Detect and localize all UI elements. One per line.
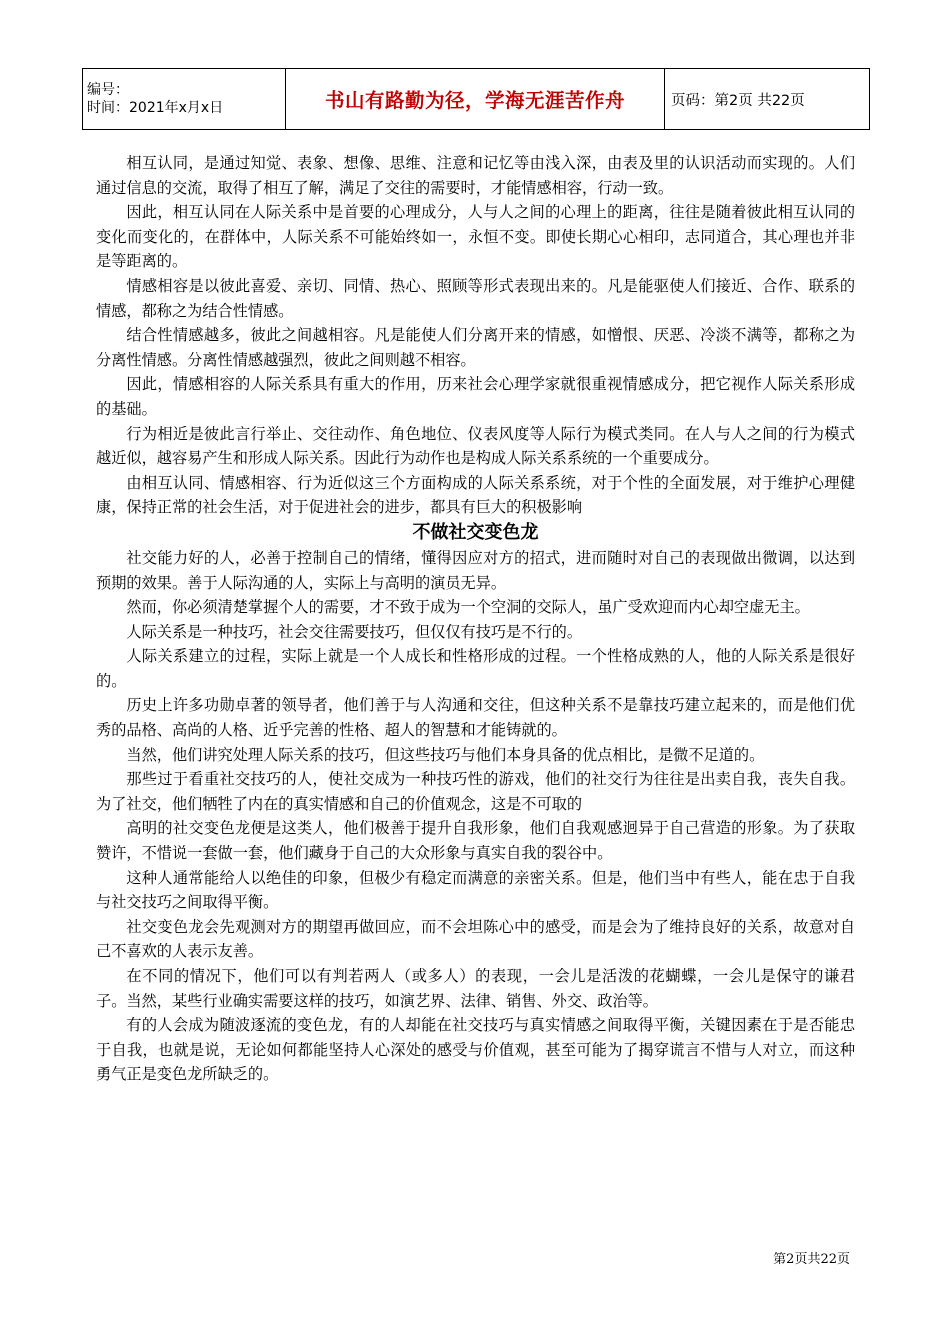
paragraph: 那些过于看重社交技巧的人，使社交成为一种技巧性的游戏，他们的社交行为往往是出卖自我，丧失自我。为了社交，他们牺牲了内在的真实情感和自己的价值观念，这是不可取的 — [96, 770, 855, 813]
paragraph: 相互认同，是通过知觉、表象、想像、思维、注意和记忆等由浅入深，由表及里的认识活动而实现的。人们通过信息的交流，取得了相互了解，满足了交往的需要时，才能情感相容，行动一致。 — [96, 154, 855, 197]
paragraph: 人际关系建立的过程，实际上就是一个人成长和性格形成的过程。一个性格成熟的人，他的人际关系是很好的。 — [96, 647, 855, 690]
paragraph: 因此，相互认同在人际关系中是首要的心理成分，人与人之间的心理上的距离，往往是随着彼此相互认同的变化而变化的，在群体中，人际关系不可能始终如一，永恒不变。即使长期心心相印，志同道合，其心理也并非是等距离的。 — [96, 203, 855, 271]
header-page-label: 页码：第2页 共22页 — [665, 69, 870, 130]
paragraph: 情感相容是以彼此喜爱、亲切、同情、热心、照顾等形式表现出来的。凡是能驱使人们接近、合作、联系的情感，都称之为结合性情感。 — [96, 276, 855, 320]
header-motto: 书山有路勤为径，学海无涯苦作舟 — [286, 69, 665, 130]
document-body — [96, 151, 855, 1087]
paragraph: 社交变色龙会先观测对方的期望再做回应，而不会坦陈心中的感受，而是会为了维持良好的关系，故意对自己不喜欢的人表示友善。 — [96, 917, 855, 961]
paragraph: 然而，你必须清楚掌握个人的需要，才不致于成为一个空洞的交际人，虽广受欢迎而内心却空虚无主。 — [126, 598, 810, 617]
paragraph: 高明的社交变色龙便是这类人，他们极善于提升自我形象，他们自我观感迥异于自己营造的形象。为了获取赞许，不惜说一套做一套，他们藏身于自己的大众形象与真实自我的裂谷中。 — [96, 819, 855, 863]
document-time-label: 时间：2021年x月x日 — [87, 100, 224, 116]
paragraph: 历史上许多功勋卓著的领导者，他们善于与人沟通和交往，但这种关系不是靠技巧建立起来的，而是他们优秀的品格、高尚的人格、近乎完善的性格、超人的智慧和才能铸就的。 — [96, 696, 855, 740]
paragraph: 有的人会成为随波逐流的变色龙，有的人却能在社交技巧与真实情感之间取得平衡，关键因素在于是否能忠于自我，也就是说，无论如何都能坚持人心深处的感受与价值观，甚至可能为了揭穿谎言不惜与人对立，而这种勇气正是变色龙所缺乏的。 — [96, 1016, 855, 1084]
footer-page-indicator: 第2页共22页 — [773, 1252, 850, 1267]
paragraph: 行为相近是彼此言行举止、交往动作、角色地位、仪表风度等人际行为模式类同。在人与人之间的行为模式越近似，越容易产生和形成人际关系。因此行为动作也是构成人际关系系统的一个重要成分。 — [96, 424, 855, 468]
paragraph: 人际关系是一种技巧，社会交往需要技巧，但仅仅有技巧是不行的。 — [126, 622, 583, 641]
header-meta-cell — [83, 69, 286, 130]
paragraph: 因此，情感相容的人际关系具有重大的作用，历来社会心理学家就很重视情感成分，把它视作人际关系形成的基础。 — [96, 375, 855, 418]
paragraph: 由相互认同、情感相容、行为近似这三个方面构成的人际关系系统，对于个性的全面发展，对于维护心理健康，保持正常的社会生活，对于促进社会的进步，都具有巨大的积极影响 — [96, 473, 855, 517]
paragraph: 当然，他们讲究处理人际关系的技巧，但这些技巧与他们本身具备的优点相比，是微不足道的。 — [126, 745, 765, 764]
paragraph: 结合性情感越多，彼此之间越相容。凡是能使人们分离开来的情感，如憎恨、厌恶、冷淡不满等，都称之为分离性情感。分离性情感越强烈，彼此之间则越不相容。 — [96, 326, 855, 369]
page-header — [82, 68, 870, 130]
paragraph: 社交能力好的人，必善于控制自己的情绪，懂得因应对方的招式，进而随时对自己的表现做出微调，以达到预期的效果。善于人际沟通的人，实际上与高明的演员无异。 — [96, 548, 855, 592]
paragraph: 在不同的情况下，他们可以有判若两人（或多人）的表现，一会儿是活泼的花蝴蝶，一会儿是保守的谦君子。当然，某些行业确实需要这样的技巧，如演艺界、法律、销售、外交、政治等。 — [96, 967, 855, 1010]
section-title: 不做社交变色龙 — [412, 521, 539, 543]
paragraph: 这种人通常能给人以绝佳的印象，但极少有稳定而满意的亲密关系。但是，他们当中有些人，能在忠于自我与社交技巧之间取得平衡。 — [96, 868, 855, 912]
document-number-label: 编号： — [87, 82, 129, 98]
